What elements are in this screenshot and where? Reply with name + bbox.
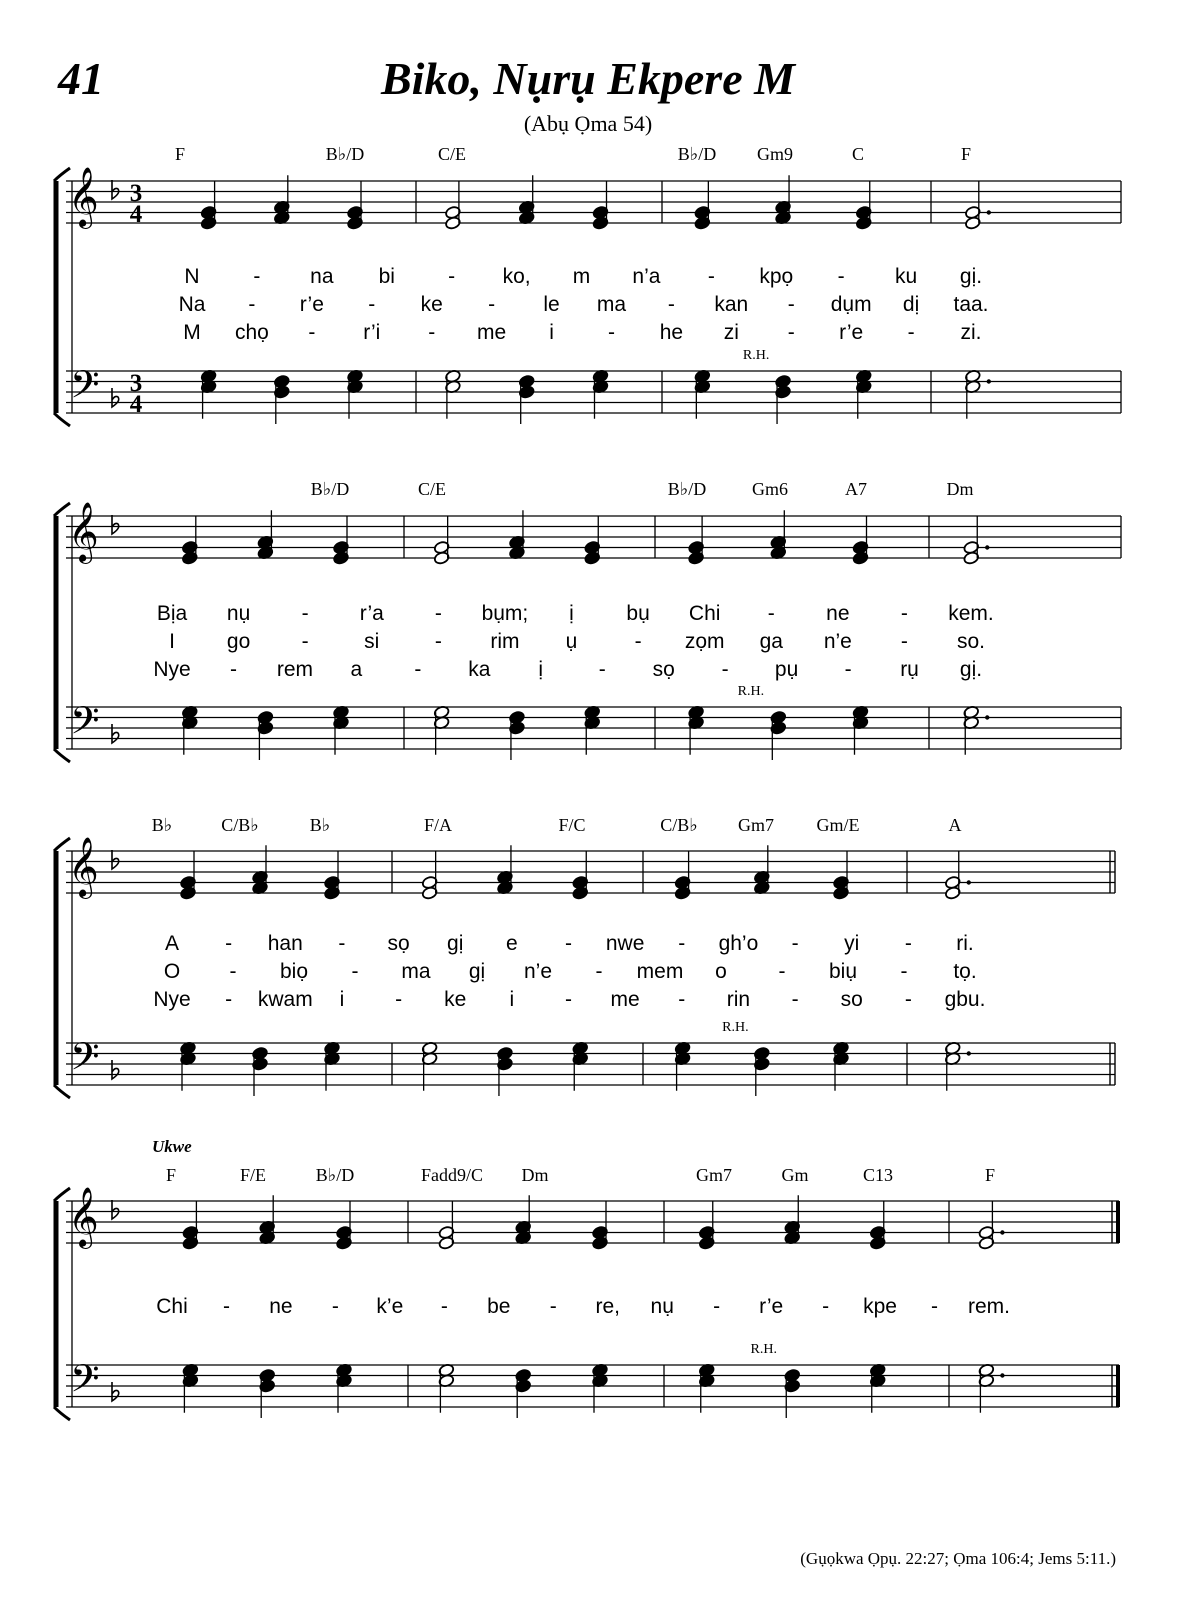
lyric-syllable: nụ — [226, 602, 251, 625]
lyric-syllable: Chi — [688, 602, 721, 625]
lyric-syllable: re, — [595, 1295, 620, 1318]
lyric-hyphen: - — [351, 960, 359, 983]
lyric-syllable: bụ — [626, 602, 650, 625]
lyric-hyphen: - — [900, 602, 908, 625]
lyric-syllable: go — [226, 630, 251, 653]
chord-symbol: Fadd9/C — [420, 1165, 484, 1185]
lyric-hyphen: - — [904, 988, 912, 1011]
key-signature-flat-icon — [112, 1060, 119, 1079]
chord-symbol: Dm — [521, 1165, 549, 1185]
hymn-number: 41 — [58, 53, 104, 104]
lyric-syllable: rem. — [968, 1295, 1010, 1318]
lyric-hyphen: - — [767, 602, 775, 625]
lyric-syllable: I — [169, 630, 175, 653]
lyric-hyphen: - — [225, 988, 233, 1011]
chord-symbol: B♭/D — [315, 1165, 355, 1185]
lyric-hyphen: - — [428, 321, 436, 344]
lyric-syllable: ku — [894, 265, 918, 288]
lyric-hyphen: - — [900, 960, 908, 983]
lyric-syllable: zọm — [684, 630, 725, 653]
lyric-syllable: taa. — [953, 293, 989, 316]
lyric-syllable: rim — [490, 630, 520, 653]
time-signature-bottom: 4 — [129, 391, 143, 418]
section-label: Ukwe — [152, 1137, 192, 1156]
treble-clef-icon: 𝄞 — [68, 502, 99, 562]
lyric-syllable: kwam — [257, 988, 313, 1011]
lyric-hyphen: - — [565, 988, 572, 1011]
lyric-syllable: nụ — [650, 1295, 674, 1318]
lyric-hyphen: - — [434, 630, 442, 653]
lyric-syllable: ri. — [956, 932, 974, 955]
lyric-hyphen: - — [565, 932, 572, 955]
scripture-reference: (Gụọkwa Ọpụ. 22:27; Ọma 106:4; Jems 5:11.) — [800, 1549, 1116, 1568]
treble-clef-icon: 𝄞 — [68, 167, 99, 227]
lyric-syllable: n’a — [632, 265, 661, 288]
lyric-syllable: bụm; — [481, 602, 529, 625]
chord-symbol: F/C — [558, 815, 586, 835]
lyric-hyphen: - — [488, 293, 496, 316]
lyric-hyphen: - — [713, 1295, 721, 1318]
treble-clef-icon: 𝄞 — [68, 1187, 99, 1247]
key-signature-flat-icon — [112, 180, 119, 199]
lyric-syllable: r’i — [363, 321, 381, 344]
time-signature-top: 3 — [129, 180, 143, 207]
lyric-syllable: biọ — [279, 960, 309, 983]
lyric-syllable: bi — [378, 265, 395, 288]
bracket-bottom-hook — [54, 1085, 70, 1098]
lyric-syllable: rụ — [900, 658, 919, 681]
chord-symbol: F — [984, 1165, 996, 1185]
lyric-syllable: gị. — [959, 265, 983, 288]
lyric-syllable: me — [477, 321, 507, 344]
lyric-syllable: N — [184, 265, 200, 288]
lyric-hyphen: - — [395, 988, 403, 1011]
lyric-hyphen: - — [331, 1295, 339, 1318]
chord-symbol: Dm — [946, 479, 974, 499]
lyric-syllable: r’a — [359, 602, 384, 625]
chord-symbol: Gm7 — [738, 815, 774, 835]
lyric-syllable: ụ — [565, 630, 578, 653]
lyric-hyphen: - — [253, 265, 261, 288]
chord-symbol: B♭ — [309, 815, 331, 835]
lyric-hyphen: - — [837, 265, 845, 288]
lyric-syllable: m — [572, 265, 591, 288]
lyric-syllable: tọ. — [953, 960, 977, 983]
lyric-hyphen: - — [308, 321, 316, 344]
lyric-syllable: si — [364, 630, 380, 653]
chord-symbol: C/E — [417, 479, 447, 499]
lyric-syllable: A — [164, 932, 180, 955]
chord-symbol: C13 — [862, 1165, 894, 1185]
chord-symbol: F/E — [239, 1165, 267, 1185]
lyric-syllable: so — [840, 988, 863, 1011]
lyric-syllable: ị — [538, 658, 544, 681]
lyric-syllable: dị — [902, 293, 920, 316]
key-signature-flat-icon — [112, 388, 119, 407]
lyric-syllable: rem — [276, 658, 314, 681]
chord-symbol: Gm/E — [816, 815, 860, 835]
lyric-syllable: rin — [726, 988, 751, 1011]
chord-symbol: F — [174, 144, 186, 164]
lyric-hyphen: - — [440, 1295, 448, 1318]
chord-symbol: Gm6 — [752, 479, 788, 499]
bracket-bottom-hook — [54, 1407, 70, 1420]
lyric-syllable: zi — [723, 321, 739, 344]
lyric-hyphen: - — [595, 960, 603, 983]
lyric-syllable: O — [163, 960, 181, 983]
chord-symbol: B♭ — [151, 815, 173, 835]
key-signature-flat-icon — [112, 1382, 119, 1401]
dot — [967, 880, 971, 884]
lyric-hyphen: - — [787, 293, 795, 316]
time-signature-bottom: 4 — [129, 201, 143, 228]
lyric-syllable: mem — [636, 960, 684, 983]
lyric-hyphen: - — [225, 932, 233, 955]
lyric-syllable: r’e — [839, 321, 864, 344]
lyric-syllable: na — [310, 265, 334, 288]
chord-symbol: B♭/D — [325, 144, 365, 164]
lyric-syllable: n’e — [523, 960, 553, 983]
chord-symbol: A — [948, 815, 962, 835]
lyric-hyphen: - — [707, 265, 715, 288]
lyric-syllable: Nye — [153, 988, 191, 1011]
lyric-hyphen: - — [229, 960, 237, 983]
chord-symbol: Gm7 — [696, 1165, 732, 1185]
lyric-hyphen: - — [338, 932, 346, 955]
dot — [985, 545, 989, 549]
lyric-hyphen: - — [791, 988, 799, 1011]
lyric-hyphen: - — [667, 293, 675, 316]
dot — [1000, 1230, 1004, 1234]
lyric-syllable: gị — [468, 960, 486, 983]
lyric-syllable: sọ — [387, 932, 410, 955]
lyric-hyphen: - — [721, 658, 729, 681]
lyric-hyphen: - — [678, 932, 686, 955]
lyric-syllable: ne — [826, 602, 850, 625]
lyric-hyphen: - — [607, 321, 615, 344]
lyric-hyphen: - — [301, 630, 309, 653]
lyric-syllable: yi — [844, 932, 860, 955]
lyric-syllable: ga — [759, 630, 783, 653]
lyric-syllable: ko, — [502, 265, 531, 288]
lyric-hyphen: - — [549, 1295, 557, 1318]
lyric-syllable: kpe — [863, 1295, 897, 1318]
lyric-hyphen: - — [844, 658, 852, 681]
chord-symbol: C/B♭ — [660, 815, 698, 835]
lyric-syllable: o — [715, 960, 727, 983]
lyric-syllable: kem. — [948, 602, 994, 625]
lyric-hyphen: - — [229, 658, 237, 681]
lyric-syllable: so. — [956, 630, 986, 653]
lyric-syllable: n’e — [823, 630, 852, 653]
lyric-hyphen: - — [931, 1295, 939, 1318]
lyric-hyphen: - — [787, 321, 795, 344]
lyric-syllable: han — [267, 932, 303, 955]
lyric-syllable: kpọ — [759, 265, 794, 288]
bass-clef-icon: 𝄢 — [70, 1034, 100, 1088]
lyric-syllable: chọ — [234, 321, 269, 344]
lyric-syllable: ke — [420, 293, 443, 316]
rh-label: R.H. — [742, 348, 770, 363]
lyric-hyphen: - — [222, 1295, 230, 1318]
lyric-syllable: i — [509, 988, 515, 1011]
lyric-syllable: le — [543, 293, 560, 316]
dot — [987, 379, 991, 383]
lyric-syllable: pụ — [774, 658, 799, 681]
bracket-bottom-hook — [54, 413, 70, 426]
lyric-hyphen: - — [904, 932, 912, 955]
chord-symbol: B♭/D — [310, 479, 350, 499]
bass-clef-icon: 𝄢 — [70, 698, 100, 752]
lyric-syllable: zi. — [960, 321, 982, 344]
rh-label: R.H. — [722, 1020, 749, 1035]
subtitle: (Abụ Ọma 54) — [523, 111, 653, 136]
lyric-syllable: Bịa — [156, 602, 188, 625]
lyric-syllable: ma — [596, 293, 627, 316]
lyric-syllable: gị. — [959, 658, 983, 681]
chord-symbol: C/E — [437, 144, 467, 164]
chord-symbol: F — [960, 144, 972, 164]
lyric-syllable: Chi — [156, 1295, 188, 1318]
page-title: Biko, Nụrụ Ekpere M — [380, 53, 796, 104]
chord-symbol: B♭/D — [667, 479, 707, 499]
lyric-syllable: kan — [714, 293, 749, 316]
lyric-syllable: i — [339, 988, 345, 1011]
lyric-hyphen: - — [248, 293, 256, 316]
lyric-syllable: M — [183, 321, 201, 344]
lyric-hyphen: - — [634, 630, 642, 653]
lyric-syllable: Nye — [153, 658, 191, 681]
key-signature-flat-icon — [112, 515, 119, 534]
key-signature-flat-icon — [112, 850, 119, 869]
chord-symbol: C/B♭ — [221, 815, 259, 835]
lyric-syllable: ị — [569, 602, 574, 625]
lyric-hyphen: - — [822, 1295, 830, 1318]
lyric-syllable: sọ — [652, 658, 675, 681]
chord-symbol: Gm9 — [757, 144, 793, 164]
key-signature-flat-icon — [112, 1200, 119, 1219]
lyric-syllable: r’e — [759, 1295, 784, 1318]
lyric-hyphen: - — [778, 960, 786, 983]
bracket-bottom-hook — [54, 749, 70, 762]
lyric-syllable: gị — [447, 932, 464, 955]
chord-symbol: A7 — [845, 479, 867, 499]
lyric-hyphen: - — [791, 932, 799, 955]
chord-symbol: F/A — [423, 815, 453, 835]
lyric-syllable: dụm — [830, 293, 872, 316]
lyric-syllable: be — [487, 1295, 511, 1318]
lyric-syllable: ke — [444, 988, 467, 1011]
bass-clef-icon: 𝄢 — [70, 362, 100, 416]
lyric-syllable: ma — [401, 960, 431, 983]
lyric-syllable: Na — [178, 293, 206, 316]
lyric-syllable: he — [659, 321, 684, 344]
dot — [987, 210, 991, 214]
key-signature-flat-icon — [112, 724, 119, 743]
lyric-syllable: ka — [468, 658, 491, 681]
lyric-syllable: biụ — [828, 960, 858, 983]
lyric-hyphen: - — [434, 602, 442, 625]
chord-symbol: B♭/D — [677, 144, 717, 164]
lyric-syllable: i — [549, 321, 554, 344]
lyric-hyphen: - — [414, 658, 422, 681]
lyric-syllable: nwe — [605, 932, 645, 955]
rh-label: R.H. — [750, 1342, 777, 1357]
lyric-hyphen: - — [598, 658, 606, 681]
chord-symbol: F — [165, 1165, 177, 1185]
lyric-syllable: r’e — [299, 293, 324, 316]
lyric-hyphen: - — [907, 321, 915, 344]
dot — [967, 1051, 971, 1055]
dot — [985, 715, 989, 719]
lyric-syllable: k’e — [376, 1295, 404, 1318]
chord-symbol: C — [851, 144, 865, 164]
lyric-syllable: e — [506, 932, 518, 955]
treble-clef-icon: 𝄞 — [68, 837, 99, 897]
lyric-syllable: ne — [269, 1295, 293, 1318]
rh-label: R.H. — [737, 684, 765, 699]
dot — [1000, 1373, 1004, 1377]
lyric-syllable: gbu. — [944, 988, 986, 1011]
lyric-hyphen: - — [368, 293, 376, 316]
lyric-hyphen: - — [301, 602, 309, 625]
time-signature-top: 3 — [129, 370, 143, 397]
lyric-syllable: me — [610, 988, 640, 1011]
bass-clef-icon: 𝄢 — [70, 1356, 100, 1410]
lyric-hyphen: - — [678, 988, 686, 1011]
lyric-hyphen: - — [900, 630, 908, 653]
lyric-syllable: gh’o — [718, 932, 759, 955]
lyric-hyphen: - — [448, 265, 456, 288]
chord-symbol: Gm — [781, 1165, 809, 1185]
lyric-syllable: a — [350, 658, 363, 681]
